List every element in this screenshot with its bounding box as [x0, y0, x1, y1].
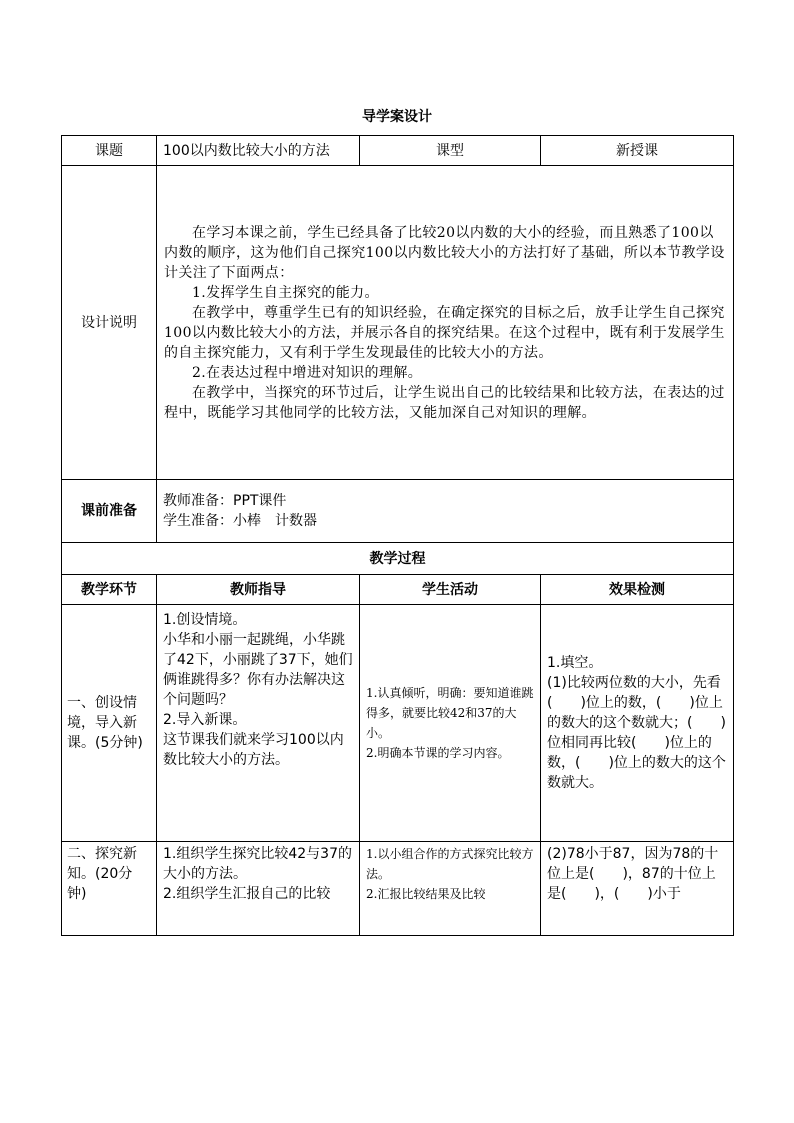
teacher-step: 这节课我们就来学习100以内数比较大小的方法。	[163, 732, 344, 768]
student-step: 1.以小组合作的方式探究比较方法。	[366, 847, 534, 881]
student-step: 2.汇报比较结果及比较	[366, 887, 486, 901]
student-cell	[360, 842, 541, 936]
header-check: 效果检测	[541, 575, 734, 605]
process-header-row	[62, 575, 734, 605]
check-item: (1)比较两位数的大小，先看( )位上的数，( )位上的数大的这个数就大；( )位相同再比较( )位上的数，( )位上的数大的这个数就大。	[547, 675, 726, 791]
header-teacher: 教师指导	[157, 575, 360, 605]
header-stage: 教学环节	[62, 575, 157, 605]
design-paragraph: 在学习本课之前，学生已经具备了比较20以内数的大小的经验，而且熟悉了100以内数的顺序，这为他们自己探究100以内数比较大小的方法打好了基础，所以本节教学设计关注了下面两点：	[164, 224, 725, 281]
design-content	[157, 166, 734, 480]
header-student: 学生活动	[360, 575, 541, 605]
topic-value: 100以内数比较大小的方法	[157, 136, 360, 166]
process-title: 教学过程	[62, 543, 734, 575]
design-paragraph: 在教学中，尊重学生已有的知识经验，在确定探究的目标之后，放手让学生自己探究100以内数比较大小的方法，并展示各自的探究结果。在这个过程中，既有利于发展学生的自主探究能力，又有利于学生发现最佳的比较大小的方法。	[164, 304, 725, 361]
student-prep: 学生准备：小棒 计数器	[163, 513, 317, 529]
teacher-cell	[157, 842, 360, 936]
check-item: (2)78小于87，因为78的十位上是( )，87的十位上是( )，( )小于	[547, 846, 719, 902]
prep-label: 课前准备	[62, 480, 157, 543]
teacher-step: 小华和小丽一起跳绳，小华跳了42下，小丽跳了37下，她们俩谁跳得多？你有办法解决这个问题吗？	[163, 632, 353, 708]
student-step: 2.明确本节课的学习内容。	[366, 746, 510, 760]
design-point-heading: 1.发挥学生自主探究的能力。	[192, 284, 379, 301]
document-title: 导学案设计	[362, 109, 432, 125]
student-cell	[360, 605, 541, 842]
type-label: 课型	[360, 136, 541, 166]
type-value: 新授课	[541, 136, 734, 166]
lesson-plan-table	[61, 135, 734, 936]
stage-cell: 二、探究新知。(20分钟)	[62, 842, 157, 936]
teacher-prep: 教师准备：PPT课件	[163, 493, 287, 509]
design-label: 设计说明	[62, 166, 157, 480]
info-row	[62, 136, 734, 166]
teacher-cell	[157, 605, 360, 842]
prep-row	[62, 480, 734, 543]
design-row	[62, 166, 734, 480]
topic-label: 课题	[62, 136, 157, 166]
check-item: 1.填空。	[547, 655, 603, 671]
teacher-step: 1.组织学生探究比较42与37的大小的方法。	[163, 846, 352, 882]
process-row-1	[62, 605, 734, 842]
check-cell	[541, 605, 734, 842]
design-paragraph: 在教学中，当探究的环节过后，让学生说出自己的比较结果和比较方法，在表达的过程中，既能学习其他同学的比较方法，又能加深自己对知识的理解。	[164, 384, 725, 421]
process-title-row	[62, 543, 734, 575]
teacher-step: 2.导入新课。	[163, 712, 247, 728]
teacher-step: 2.组织学生汇报自己的比较	[163, 886, 331, 902]
teacher-step: 1.创设情境。	[163, 612, 247, 628]
check-cell	[541, 842, 734, 936]
design-point-heading: 2.在表达过程中增进对知识的理解。	[192, 364, 423, 381]
prep-content	[157, 480, 734, 543]
student-step: 1.认真倾听，明确：要知道谁跳得多，就要比较42和37的大小。	[366, 686, 534, 740]
process-row-2	[62, 842, 734, 936]
stage-cell: 一、创设情境，导入新课。(5分钟)	[62, 605, 157, 842]
